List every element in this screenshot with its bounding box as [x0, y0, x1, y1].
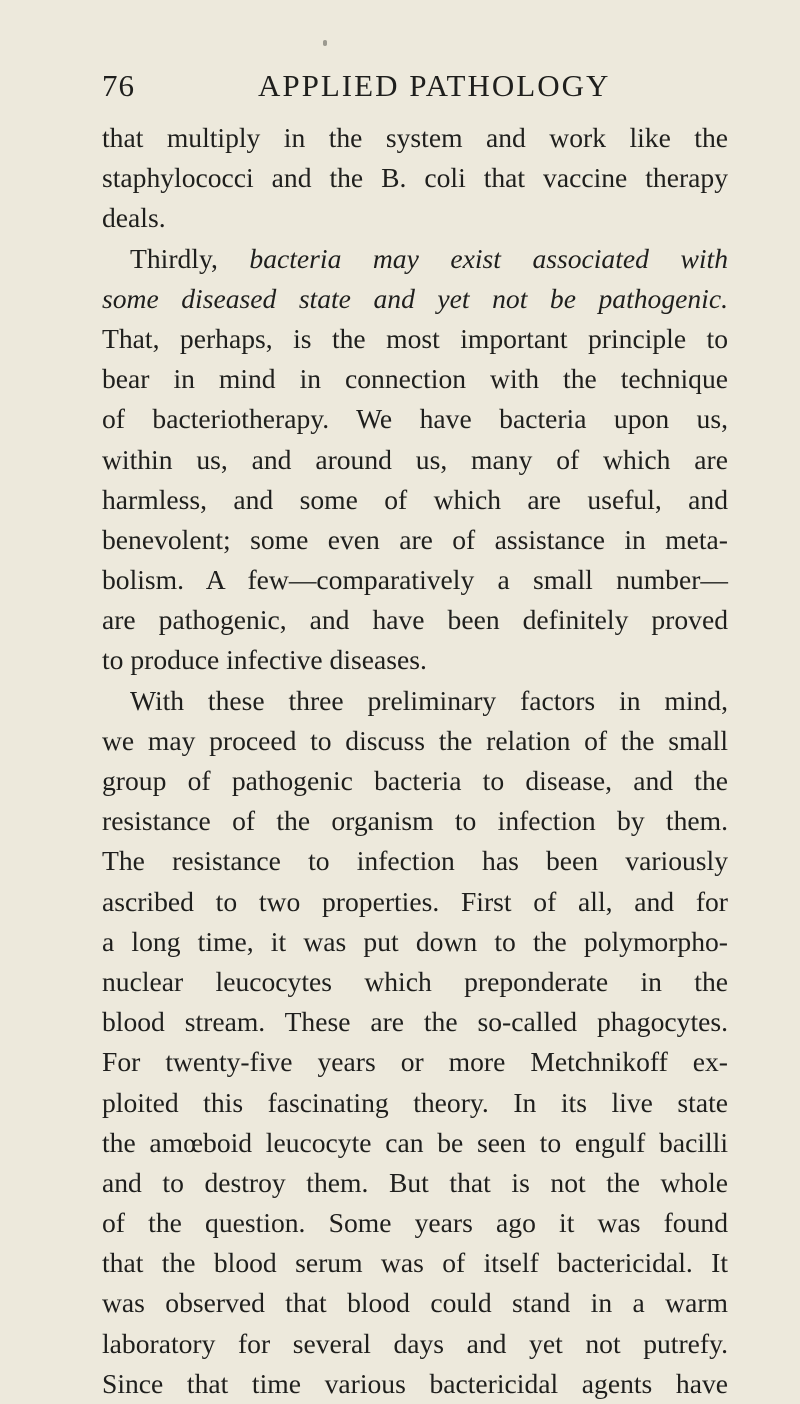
text-line: deals. — [102, 202, 166, 234]
text-line: to produce infective diseases. — [102, 644, 427, 676]
text-line: of bacteriotherapy. We have bacteria upon us, — [102, 403, 728, 435]
text-line: benevolent; some even are of assistance in meta- — [102, 523, 728, 555]
text-line: within us, and around us, many of which are — [102, 443, 728, 475]
text-line: of the question. Some years ago it was found — [102, 1207, 728, 1239]
text-line: Since that time various bactericidal agents have — [102, 1367, 728, 1399]
page-number: 76 — [102, 68, 135, 103]
text-line: That, perhaps, is the most important principle to — [102, 322, 728, 354]
text-line: ascribed to two properties. First of all, and for — [102, 885, 728, 917]
text-line: the amœboid leucocyte can be seen to engulf bacilli — [102, 1126, 728, 1158]
text-line: was observed that blood could stand in a warm — [102, 1287, 728, 1319]
text-line: group of pathogenic bacteria to disease, and the — [102, 765, 728, 796]
print-speck — [323, 40, 327, 46]
text-line: ploited this fascinating theory. In its live state — [102, 1086, 728, 1118]
text-line: that the blood serum was of itself bactericidal. It — [102, 1247, 728, 1279]
text-line: blood stream. These are the so-called phagocytes. — [102, 1006, 728, 1038]
text-line: bolism. A few—comparatively a small number— — [102, 564, 728, 596]
italic-text: bacteria may exist associated with — [249, 242, 728, 274]
text-line: The resistance to infection has been variously — [102, 845, 728, 877]
text-line: For twenty-five years or more Metchnikoff ex- — [102, 1046, 728, 1078]
text-line — [102, 239, 728, 279]
text-line: bear in mind in connection with the technique — [102, 363, 728, 395]
text-line: resistance of the organism to infection by them. — [102, 805, 728, 837]
text-line: laboratory for several days and yet not putrefy. — [102, 1327, 728, 1359]
running-title: APPLIED PATHOLOGY — [258, 68, 611, 103]
text-segment: Thirdly, — [130, 242, 218, 274]
text-line: harmless, and some of which are useful, and — [102, 483, 728, 515]
text-line: some diseased state and yet not be pathogenic. — [102, 282, 728, 314]
text-line: and to destroy them. But that is not the whole — [102, 1166, 728, 1198]
text-line: we may proceed to discuss the relation of the small — [102, 724, 728, 756]
page-header — [102, 66, 722, 106]
text-line: that multiply in the system and work like the — [102, 122, 728, 153]
body-text — [102, 118, 728, 1404]
text-line: staphylococci and the B. coli that vaccine therapy — [102, 162, 728, 194]
text-line: nuclear leucocytes which preponderate in the — [102, 965, 728, 997]
text-line: are pathogenic, and have been definitely proved — [102, 604, 728, 636]
text-line: a long time, it was put down to the polymorpho- — [102, 925, 728, 957]
text-line: With these three preliminary factors in mind, — [130, 684, 728, 716]
